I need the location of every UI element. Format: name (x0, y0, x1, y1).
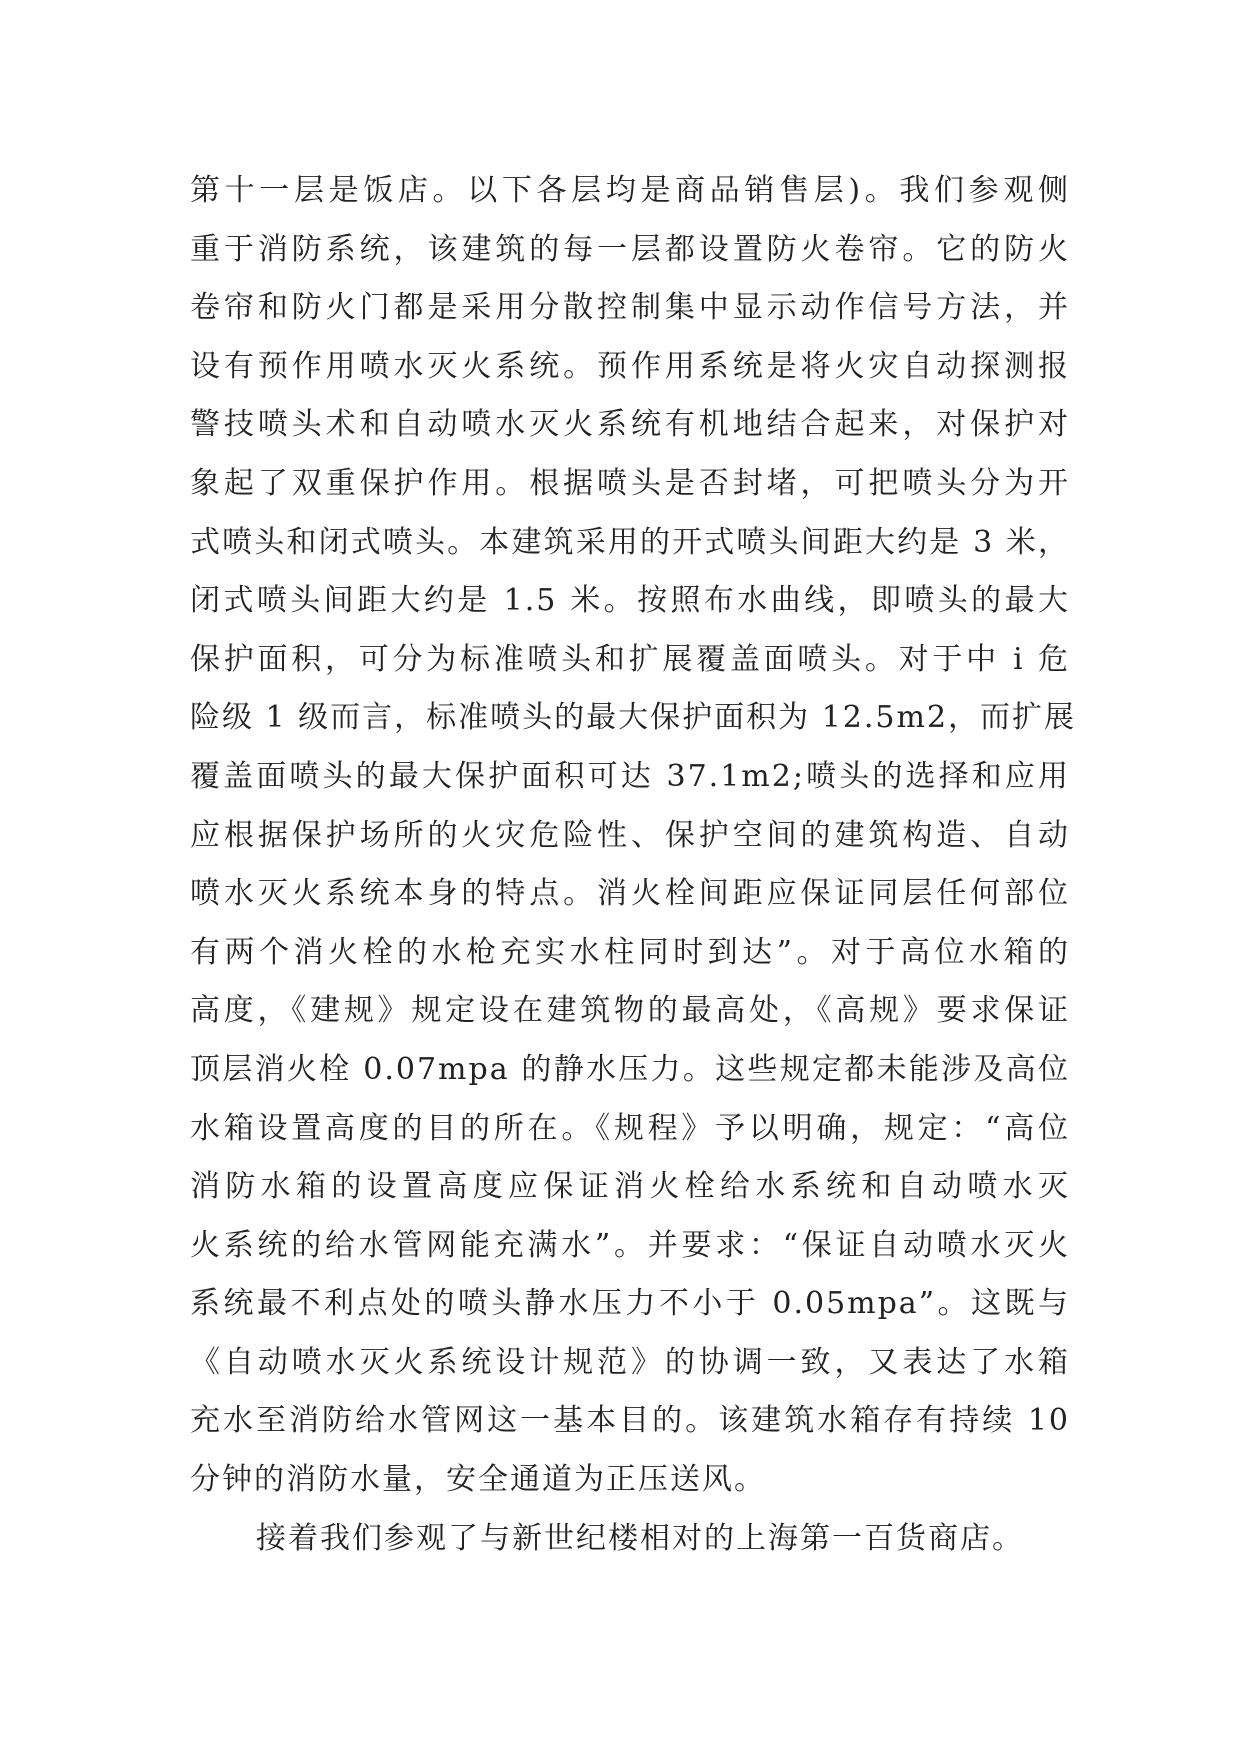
text-line: 分钟的消防水量，安全通道为正压送风。 (190, 1462, 766, 1498)
text-line: 喷水灭火系统本身的特点。消火栓间距应保证同层任何部位 (190, 876, 1070, 912)
body-text (190, 162, 1077, 1568)
text-line: 保护面积，可分为标准喷头和扩展覆盖面喷头。对于中 i 危 (190, 641, 1070, 677)
text-line: 系统最不利点处的喷头静水压力不小于 0.05mpa”。这既与 (190, 1286, 1070, 1322)
text-line: 充水至消防给水管网这一基本目的。该建筑水箱存有持续 10 (190, 1403, 1070, 1439)
text-line: 险级 1 级而言，标准喷头的最大保护面积为 12.5m2，而扩展 (190, 700, 1077, 736)
text-line: 重于消防系统，该建筑的每一层都设置防火卷帘。它的防火 (190, 231, 1070, 267)
text-line: 象起了双重保护作用。根据喷头是否封堵，可把喷头分为开 (190, 465, 1070, 501)
text-line: 式喷头和闭式喷头。本建筑采用的开式喷头间距大约是 3 米， (190, 524, 1070, 560)
text-line: 卷帘和防火门都是采用分散控制集中显示动作信号方法，并 (190, 290, 1070, 326)
text-line: 第十一层是饭店。以下各层均是商品销售层)。我们参观侧 (190, 173, 1070, 208)
text-line: 设有预作用喷水灭火系统。预作用系统是将火灾自动探测报 (190, 348, 1070, 384)
paragraph-start-line: 接着我们参观了与新世纪楼相对的上海第一百货商店。 (256, 1520, 1024, 1556)
text-line: 《自动喷水灭火系统设计规范》的协调一致，又表达了水箱 (190, 1344, 1070, 1380)
text-line: 高度，《建规》规定设在建筑物的最高处，《高规》要求保证 (190, 993, 1070, 1029)
text-line: 应根据保护场所的火灾危险性、保护空间的建筑构造、自动 (190, 817, 1070, 853)
text-line: 闭式喷头间距大约是 1.5 米。按照布水曲线，即喷头的最大 (190, 583, 1070, 619)
text-line: 消防水箱的设置高度应保证消火栓给水系统和自动喷水灭 (190, 1169, 1070, 1205)
text-line: 火系统的给水管网能充满水”。并要求：“保证自动喷水灭火 (190, 1227, 1070, 1263)
text-line: 警技喷头术和自动喷水灭火系统有机地结合起来，对保护对 (190, 407, 1070, 443)
text-line: 有两个消火栓的水枪充实水柱同时到达”。对于高位水箱的 (190, 934, 1070, 970)
text-line: 水箱设置高度的目的所在。《规程》予以明确，规定：“高位 (190, 1110, 1070, 1146)
text-line: 顶层消火栓 0.07mpa 的静水压力。这些规定都未能涉及高位 (190, 1051, 1070, 1087)
text-line: 覆盖面喷头的最大保护面积可达 37.1m2;喷头的选择和应用 (190, 758, 1070, 794)
